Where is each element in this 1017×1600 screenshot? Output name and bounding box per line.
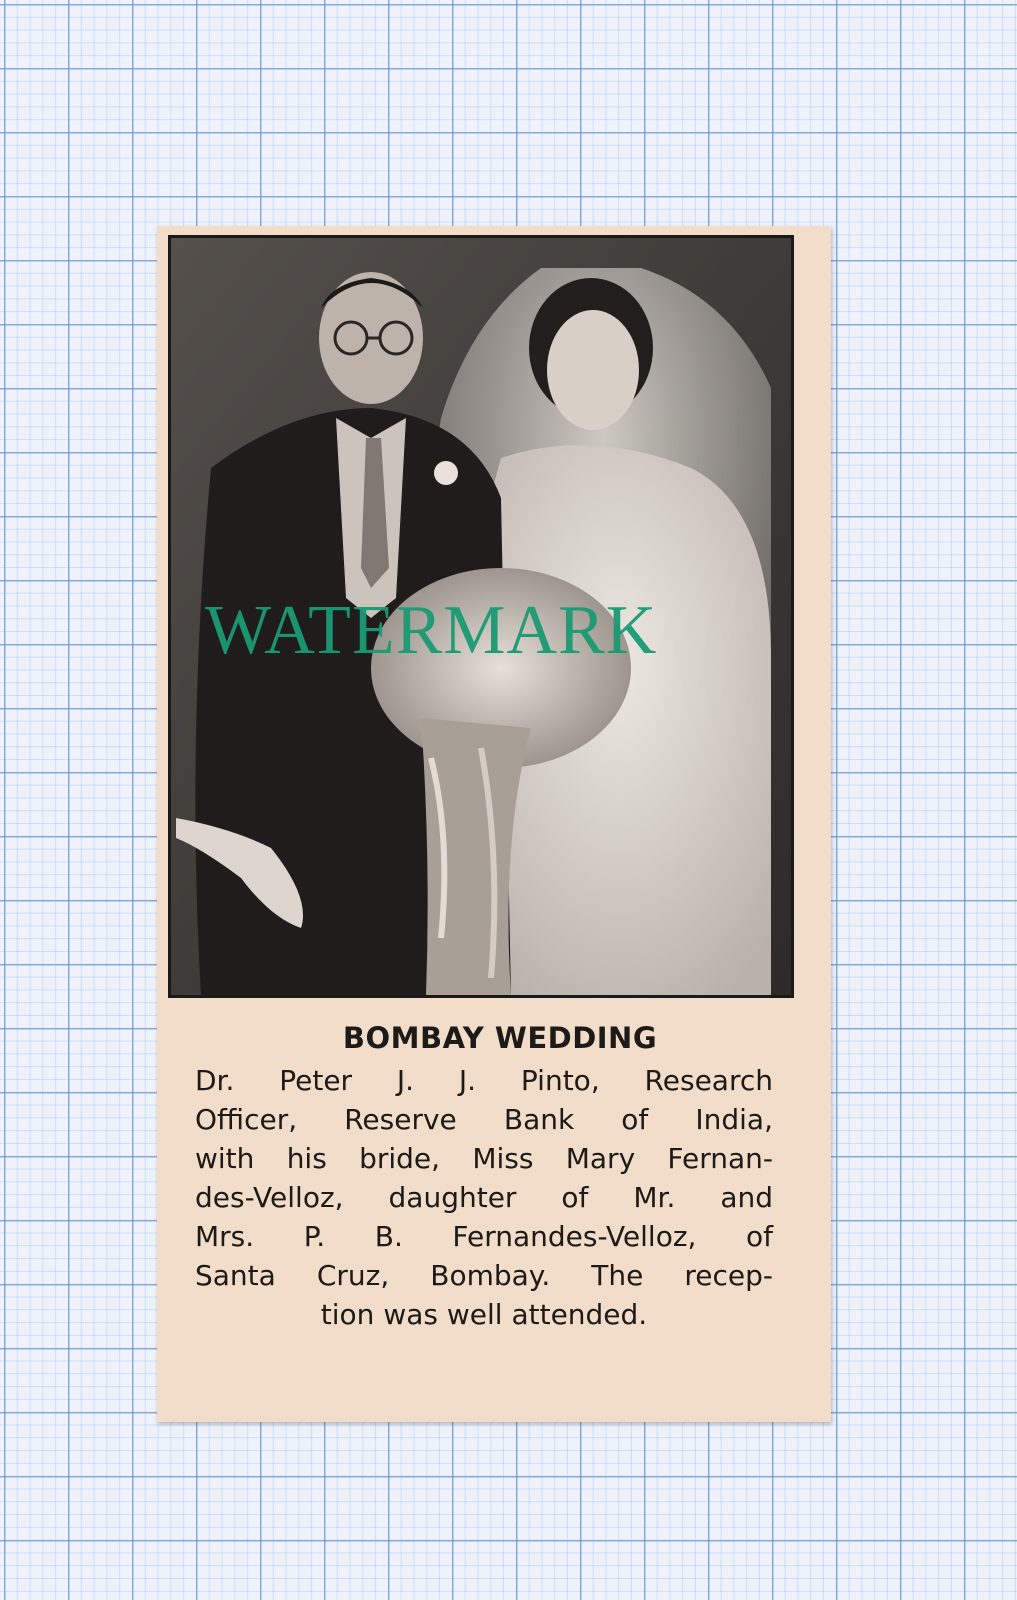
caption-line: Santa Cruz, Bombay. The recep- (195, 1259, 773, 1292)
caption-line: with his bride, Miss Mary Fernan- (195, 1142, 773, 1175)
caption-line: tion was well attended. (320, 1298, 648, 1331)
caption-line: des-Velloz, daughter of Mr. and (195, 1181, 773, 1214)
caption-line: Officer, Reserve Bank of India, (195, 1103, 773, 1136)
watermark-text: WATERMARK (205, 592, 658, 669)
newspaper-clipping (157, 226, 831, 1422)
caption (195, 1021, 795, 1334)
headline: BOMBAY WEDDING (342, 1021, 658, 1055)
caption-line: Mrs. P. B. Fernandes-Velloz, of (195, 1220, 773, 1253)
caption-line: Dr. Peter J. J. Pinto, Research (195, 1064, 773, 1097)
